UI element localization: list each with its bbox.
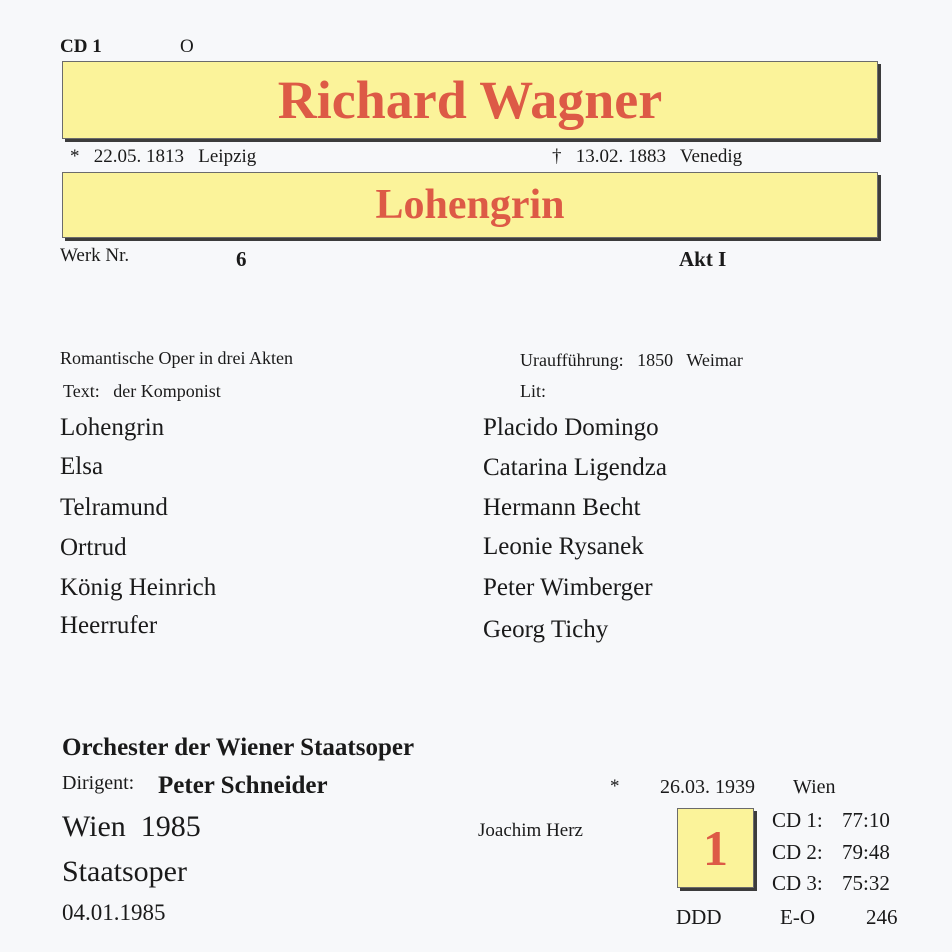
conductor-birth-date: 26.03. 1939 — [660, 776, 755, 798]
act-label: Akt I — [679, 247, 727, 271]
death-place: Venedig — [679, 146, 743, 167]
stage-director: Joachim Herz — [478, 820, 583, 841]
composer-banner — [62, 61, 878, 139]
cd-label: CD 1 — [60, 36, 102, 57]
conductor-label: Dirigent: — [62, 772, 135, 794]
cast-singer: Hermann Becht — [483, 494, 641, 521]
lit-label: Lit: — [520, 381, 546, 401]
conductor-name: Peter Schneider — [158, 772, 328, 799]
premiere-year: 1850 — [637, 350, 674, 370]
text-info — [63, 381, 221, 402]
werk-number: 6 — [236, 247, 247, 271]
premiere-place: Weimar — [686, 350, 743, 370]
death-symbol: † — [552, 146, 562, 167]
duration-time: 75:32 — [842, 871, 890, 895]
cast-singer: Georg Tichy — [483, 616, 609, 643]
cast-singer: Catarina Ligendza — [483, 454, 667, 481]
birth-symbol: * — [70, 146, 80, 167]
birth-place: Leipzig — [198, 146, 257, 167]
orchestra-name: Orchester der Wiener Staatsoper — [62, 734, 415, 761]
cast-role: Elsa — [60, 453, 104, 480]
duration-time: 77:10 — [842, 808, 890, 832]
work-title: Lohengrin — [375, 182, 565, 228]
cast-singer: Peter Wimberger — [483, 574, 653, 601]
death-date: 13.02. 1883 — [575, 146, 666, 167]
cast-role: Telramund — [60, 494, 168, 521]
text-label: Text: — [63, 381, 100, 401]
cast-role: Ortrud — [60, 534, 127, 561]
marker-symbol: O — [180, 36, 194, 57]
work-banner — [62, 172, 878, 238]
composer-name: Richard Wagner — [277, 70, 663, 130]
cast-role: Heerrufer — [60, 612, 158, 639]
recording-format: DDD — [676, 905, 722, 929]
duration-label: CD 2: — [772, 840, 823, 864]
catalog-number: 246 — [866, 905, 898, 929]
cast-role: Lohengrin — [60, 414, 165, 441]
text-author: der Komponist — [113, 381, 221, 401]
work-genre: Romantische Oper in drei Akten — [60, 348, 293, 368]
disc-number: 1 — [703, 820, 728, 876]
recording-city-year: Wien 1985 — [62, 810, 201, 843]
duration-label: CD 1: — [772, 808, 823, 832]
birth-date: 22.05. 1813 — [93, 146, 184, 167]
cast-singer: Placido Domingo — [483, 414, 659, 441]
source-code: E-O — [780, 905, 815, 929]
disc-number-box — [677, 808, 754, 888]
premiere-label: Uraufführung: — [520, 350, 624, 370]
duration-label: CD 3: — [772, 871, 823, 895]
birth-info — [70, 146, 256, 168]
recording-date: 04.01.1985 — [62, 900, 166, 925]
premiere-info — [520, 350, 743, 371]
werk-label: Werk Nr. — [60, 245, 130, 266]
death-info — [552, 146, 742, 168]
conductor-birth-place: Wien — [793, 776, 836, 798]
cast-singer: Leonie Rysanek — [483, 533, 644, 560]
duration-time: 79:48 — [842, 840, 890, 864]
conductor-birth-symbol: * — [610, 776, 620, 797]
cast-role: König Heinrich — [60, 574, 217, 601]
recording-venue: Staatsoper — [62, 855, 187, 888]
